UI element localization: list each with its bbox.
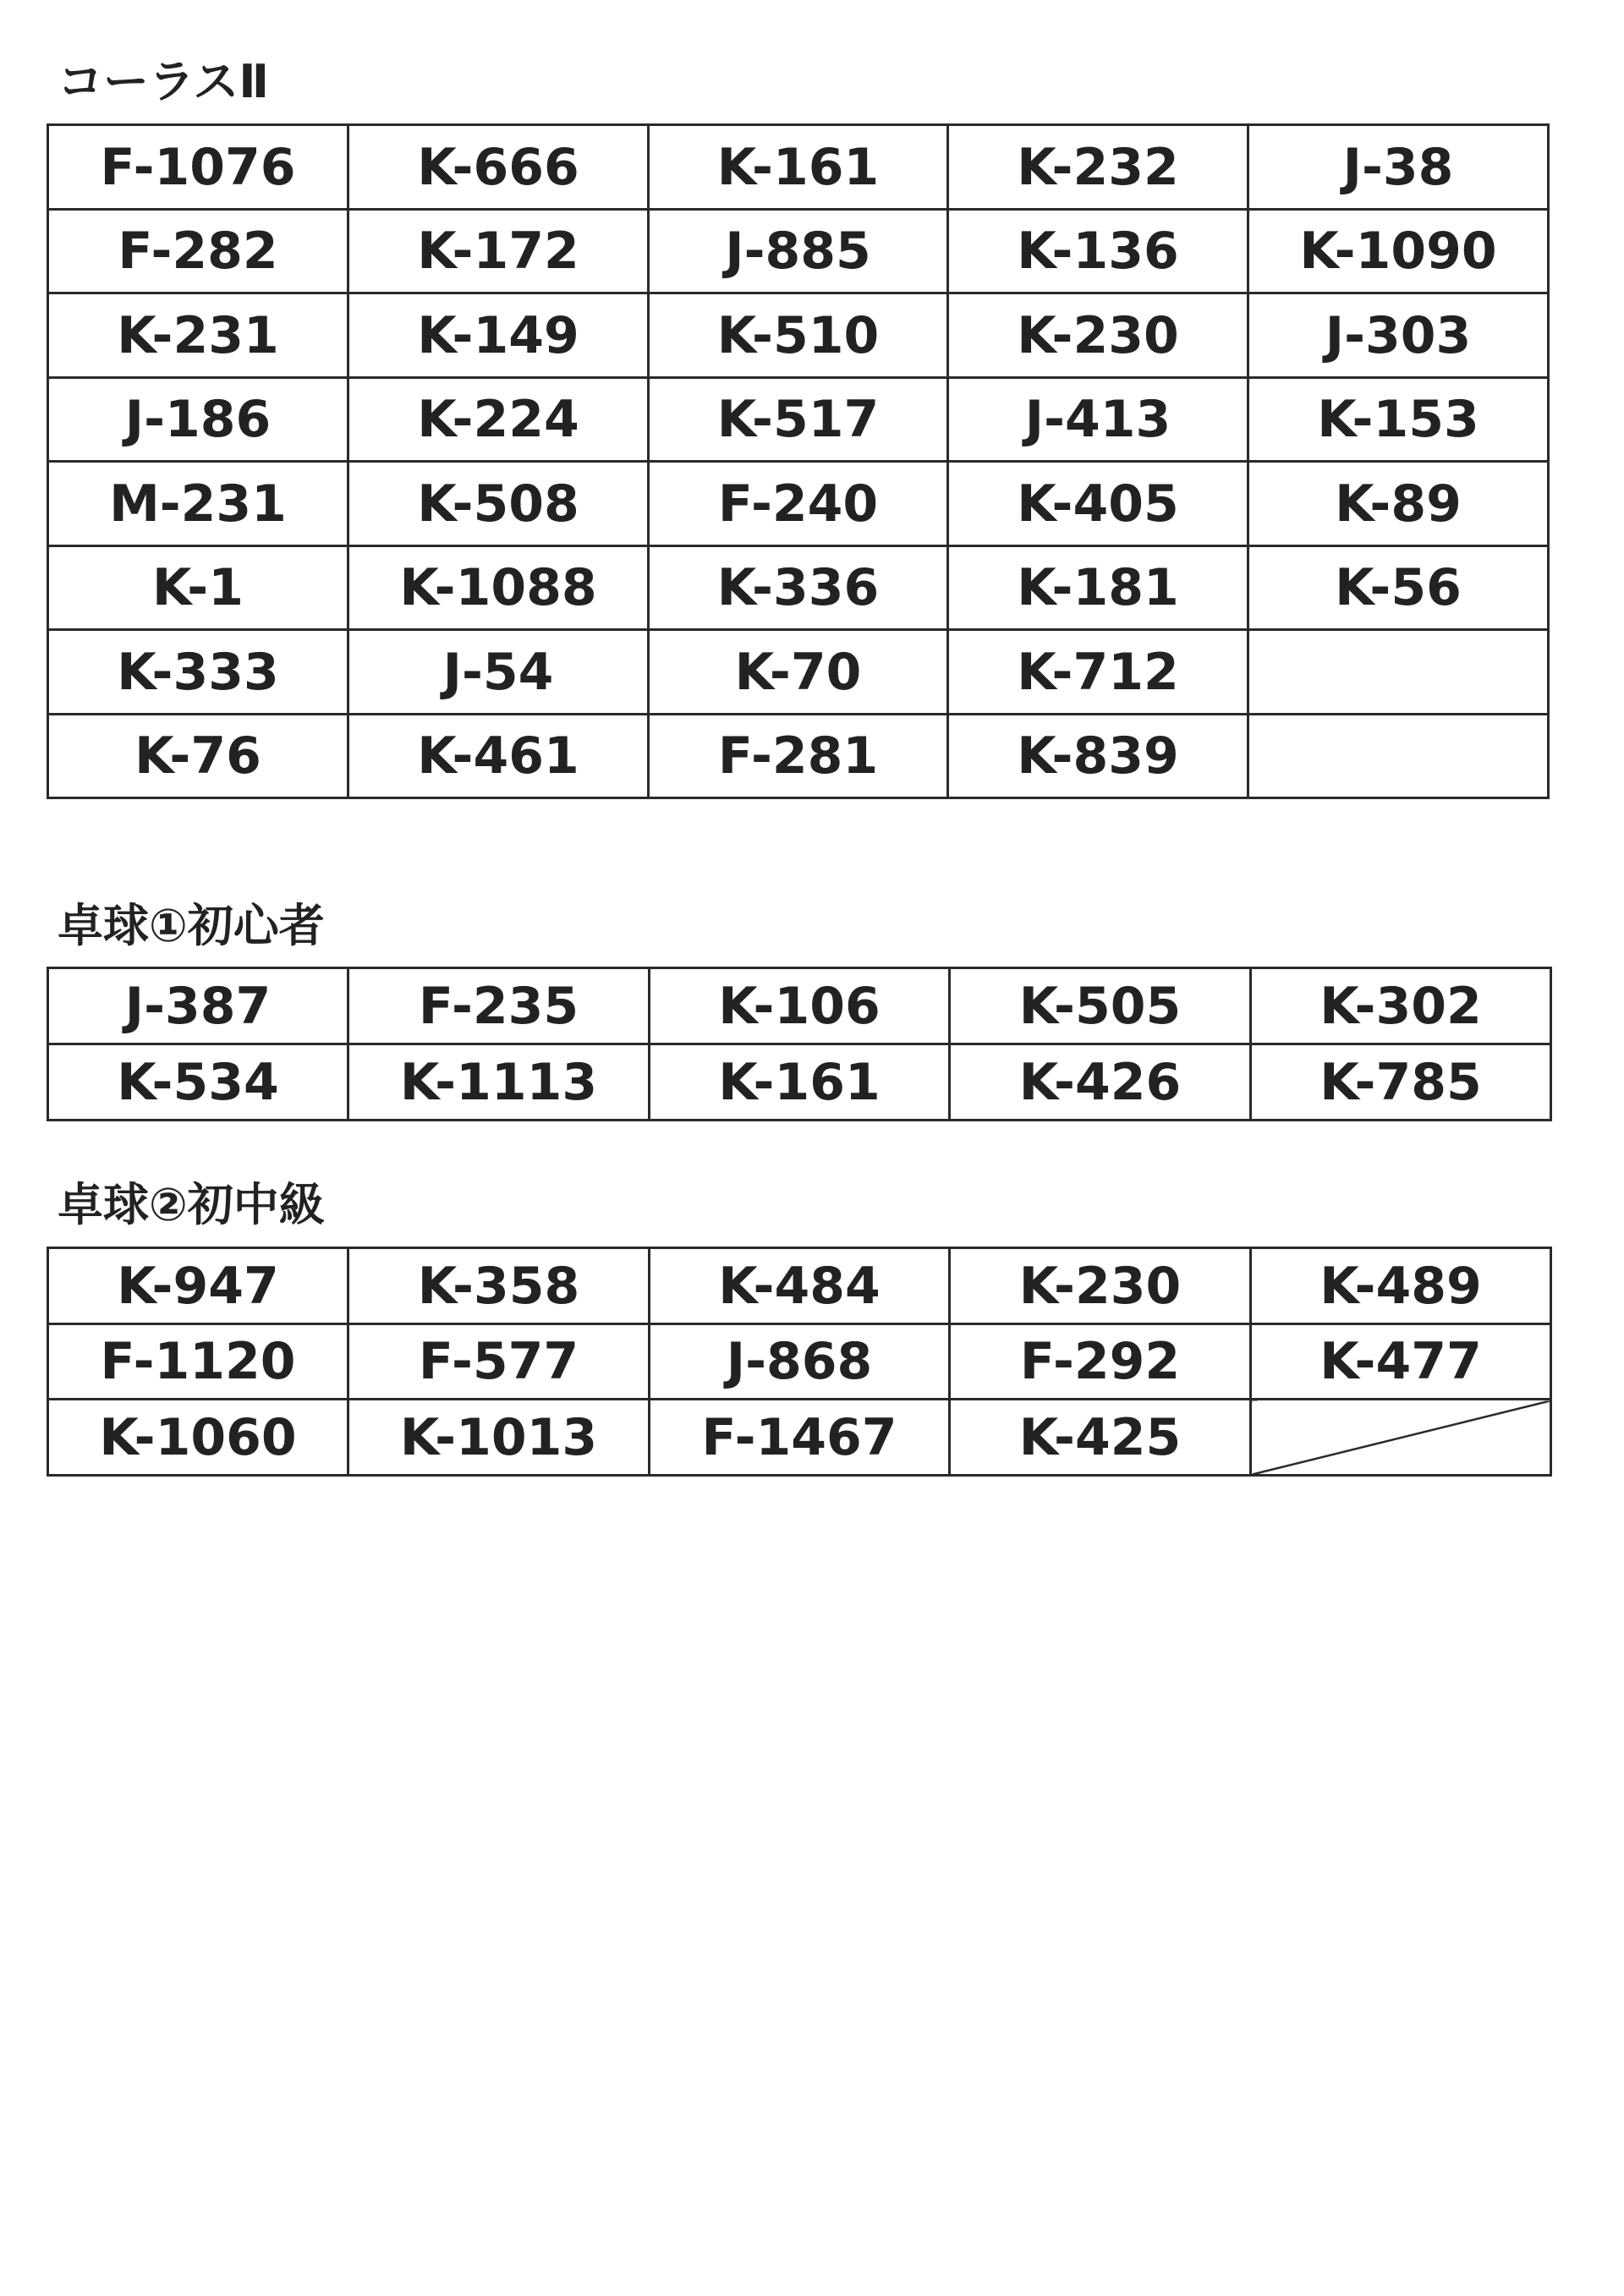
table-cell: K-302 (1251, 968, 1551, 1044)
table-cell: K-1090 (1248, 210, 1549, 293)
table-cell-empty (1248, 715, 1549, 798)
table-cell: K-172 (348, 210, 649, 293)
table-cell: K-666 (348, 125, 649, 210)
table-row (48, 125, 1549, 210)
table-cell: K-839 (948, 715, 1248, 798)
table-tennis-beginner-table (47, 967, 1552, 1121)
table-cell: K-56 (1248, 546, 1549, 630)
table-cell: K-712 (948, 630, 1248, 715)
table-cell: F-1120 (48, 1324, 348, 1400)
table-cell: K-358 (348, 1248, 650, 1324)
table-cell: F-235 (348, 968, 650, 1044)
table-cell: K-508 (348, 462, 649, 546)
table-cell: K-484 (650, 1248, 950, 1324)
table-cell: K-489 (1251, 1248, 1551, 1324)
table-row (48, 1400, 1551, 1476)
table-cell: K-181 (948, 546, 1248, 630)
table-cell: F-1076 (48, 125, 348, 210)
table-cell: J-868 (650, 1324, 950, 1400)
table-cell: K-336 (649, 546, 948, 630)
table-cell: K-1013 (348, 1400, 650, 1476)
table-cell-empty (1248, 630, 1549, 715)
table-row (48, 1248, 1551, 1324)
table-cell: F-577 (348, 1324, 650, 1400)
table-cell: K-477 (1251, 1324, 1551, 1400)
table-cell: K-1113 (348, 1044, 650, 1121)
table-cell: K-136 (948, 210, 1248, 293)
table-cell: K-230 (948, 293, 1248, 378)
table-row (48, 378, 1549, 462)
table-cell: K-510 (649, 293, 948, 378)
table-row (48, 293, 1549, 378)
table-cell: K-517 (649, 378, 948, 462)
table-cell: K-534 (48, 1044, 348, 1121)
table-cell: K-425 (950, 1400, 1251, 1476)
table-cell: K-106 (650, 968, 950, 1044)
table-cell: K-149 (348, 293, 649, 378)
table-cell: J-885 (649, 210, 948, 293)
table-cell: K-76 (48, 715, 348, 798)
table-row (48, 630, 1549, 715)
table-cell: K-70 (649, 630, 948, 715)
table-cell: K-89 (1248, 462, 1549, 546)
table-cell: K-405 (948, 462, 1248, 546)
table-cell: J-54 (348, 630, 649, 715)
table-cell: K-224 (348, 378, 649, 462)
table-cell: K-161 (649, 125, 948, 210)
table-cell: K-161 (650, 1044, 950, 1121)
table-cell: K-947 (48, 1248, 348, 1324)
table-cell: K-785 (1251, 1044, 1551, 1121)
table-cell: K-153 (1248, 378, 1549, 462)
table-cell: J-303 (1248, 293, 1549, 378)
table-row (48, 546, 1549, 630)
table-row (48, 968, 1551, 1044)
table-cell: K-426 (950, 1044, 1251, 1121)
table-cell-crossed-out (1251, 1400, 1551, 1476)
table-cell: F-292 (950, 1324, 1251, 1400)
table-cell: K-231 (48, 293, 348, 378)
table-cell: K-461 (348, 715, 649, 798)
table-row (48, 1324, 1551, 1400)
section-title-table-tennis-beginner: 卓球①初心者 (58, 899, 325, 952)
table-cell: F-281 (649, 715, 948, 798)
table-row (48, 210, 1549, 293)
section-title-chorus: コーラスⅡ (58, 55, 269, 108)
section-title-table-tennis-intermediate: 卓球②初中級 (58, 1178, 325, 1231)
chorus-table (47, 123, 1550, 799)
table-cell: F-1467 (650, 1400, 950, 1476)
table-cell: K-1088 (348, 546, 649, 630)
table-tennis-intermediate-table (47, 1247, 1552, 1477)
table-cell: J-387 (48, 968, 348, 1044)
table-row (48, 462, 1549, 546)
table-cell: K-1060 (48, 1400, 348, 1476)
table-cell: J-38 (1248, 125, 1549, 210)
table-cell: J-186 (48, 378, 348, 462)
table-cell: K-230 (950, 1248, 1251, 1324)
table-cell: K-1 (48, 546, 348, 630)
table-cell: F-240 (649, 462, 948, 546)
table-row (48, 715, 1549, 798)
table-cell: K-333 (48, 630, 348, 715)
table-cell: K-505 (950, 968, 1251, 1044)
table-cell: K-232 (948, 125, 1248, 210)
table-cell: F-282 (48, 210, 348, 293)
table-row (48, 1044, 1551, 1121)
table-cell: J-413 (948, 378, 1248, 462)
table-cell: M-231 (48, 462, 348, 546)
